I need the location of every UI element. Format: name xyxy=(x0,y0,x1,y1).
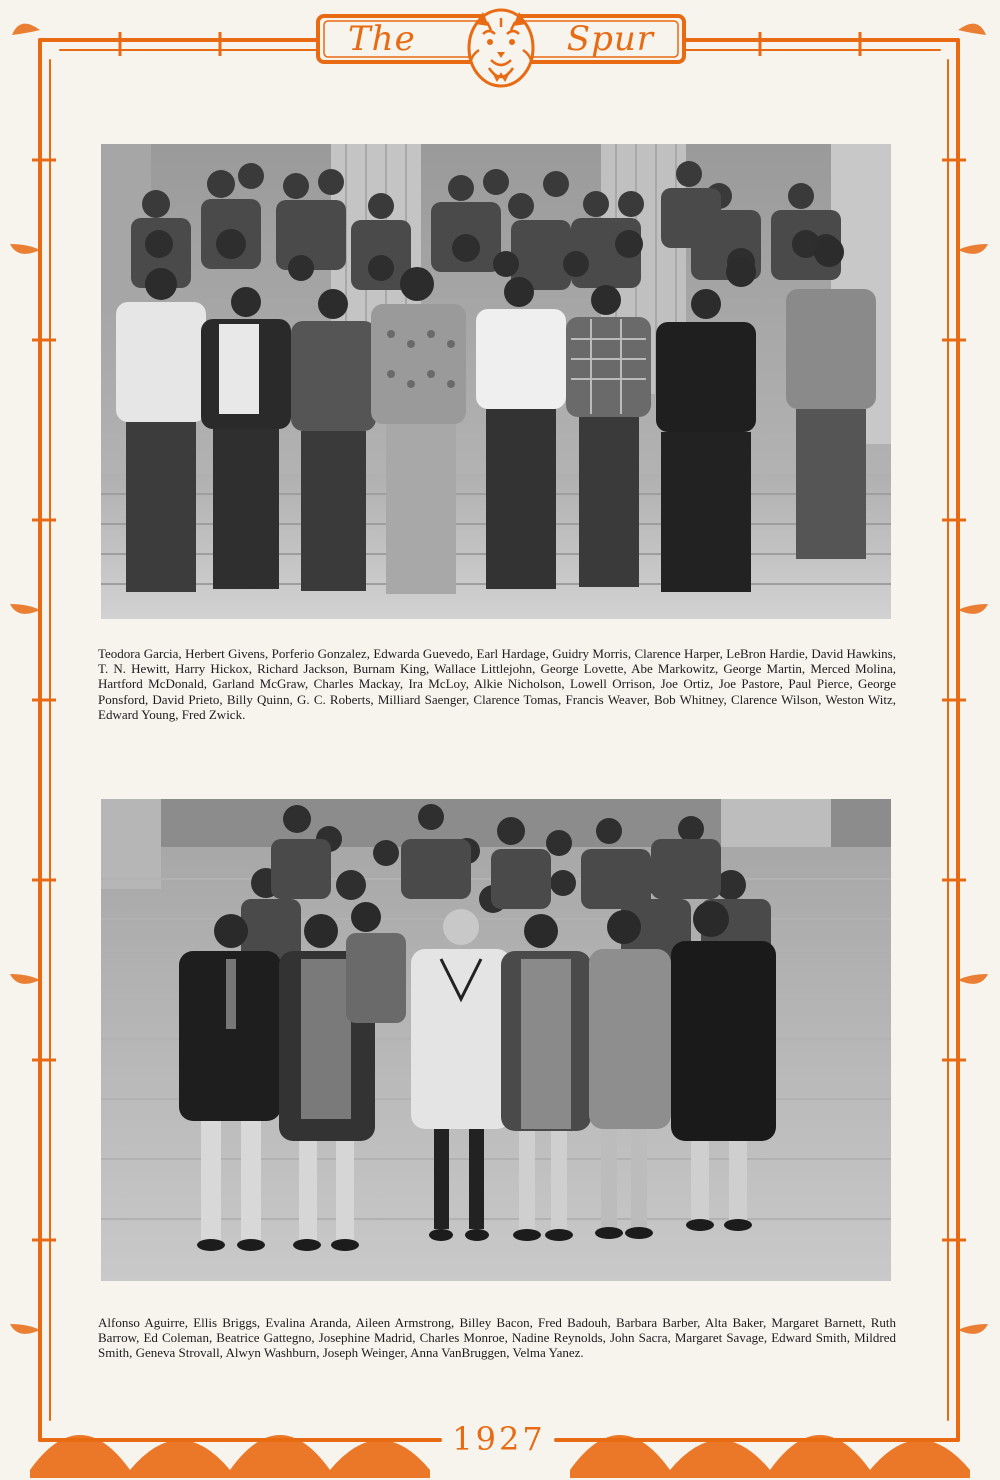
group-photo-boys xyxy=(101,144,891,619)
header-word-left: The xyxy=(348,19,416,59)
header-word-right: Spur xyxy=(566,19,654,59)
tiger-emblem-icon xyxy=(465,4,537,104)
yearbook-year: 1927 xyxy=(452,1420,546,1458)
group-photo-girls xyxy=(101,799,891,1281)
photo-caption-girls: Alfonso Aguirre, Ellis Briggs, Evalina Aranda, Aileen Armstrong, Billey Bacon, Fred Badouh, Barbara Barber, Alta Baker, Margaret Barnett, Ruth Barrow, Ed Coleman, Beatrice Gattegno, Josephine Madrid, Charles Monroe, Nadine Reynolds, John Sacra, Margaret Savage, Edward Smith, Mildred Smith, Geneva Strovall, Alwyn Washburn, Joseph Weinger, Anna VanBruggen, Velma Yanez. xyxy=(98,1315,896,1361)
photo-caption-boys: Teodora Garcia, Herbert Givens, Porferio Gonzalez, Edwarda Guevedo, Earl Hardage, Guidry Morris, Clarence Harper, LeBron Hardie, David Hawkins, T. N. Hewitt, Harry Hickox, Richard Jackson, Burnam King, Wallace Littlejohn, George Lovette, Abe Markowitz, George Martin, Merced Molina, Hartford McDonald, Garland McGraw, Charles Mackay, Ira McLoy, Alkie Nicholson, Lowell Orrison, Joe Ortiz, Joe Pastore, Paul Pierce, George Ponsford, David Prieto, Billy Quinn, G. C. Roberts, Milliard Saenger, Clarence Tomas, Francis Weaver, Bob Whitney, Clarence Wilson, Weston Witz, Edward Young, Fred Zwick. xyxy=(98,646,896,722)
